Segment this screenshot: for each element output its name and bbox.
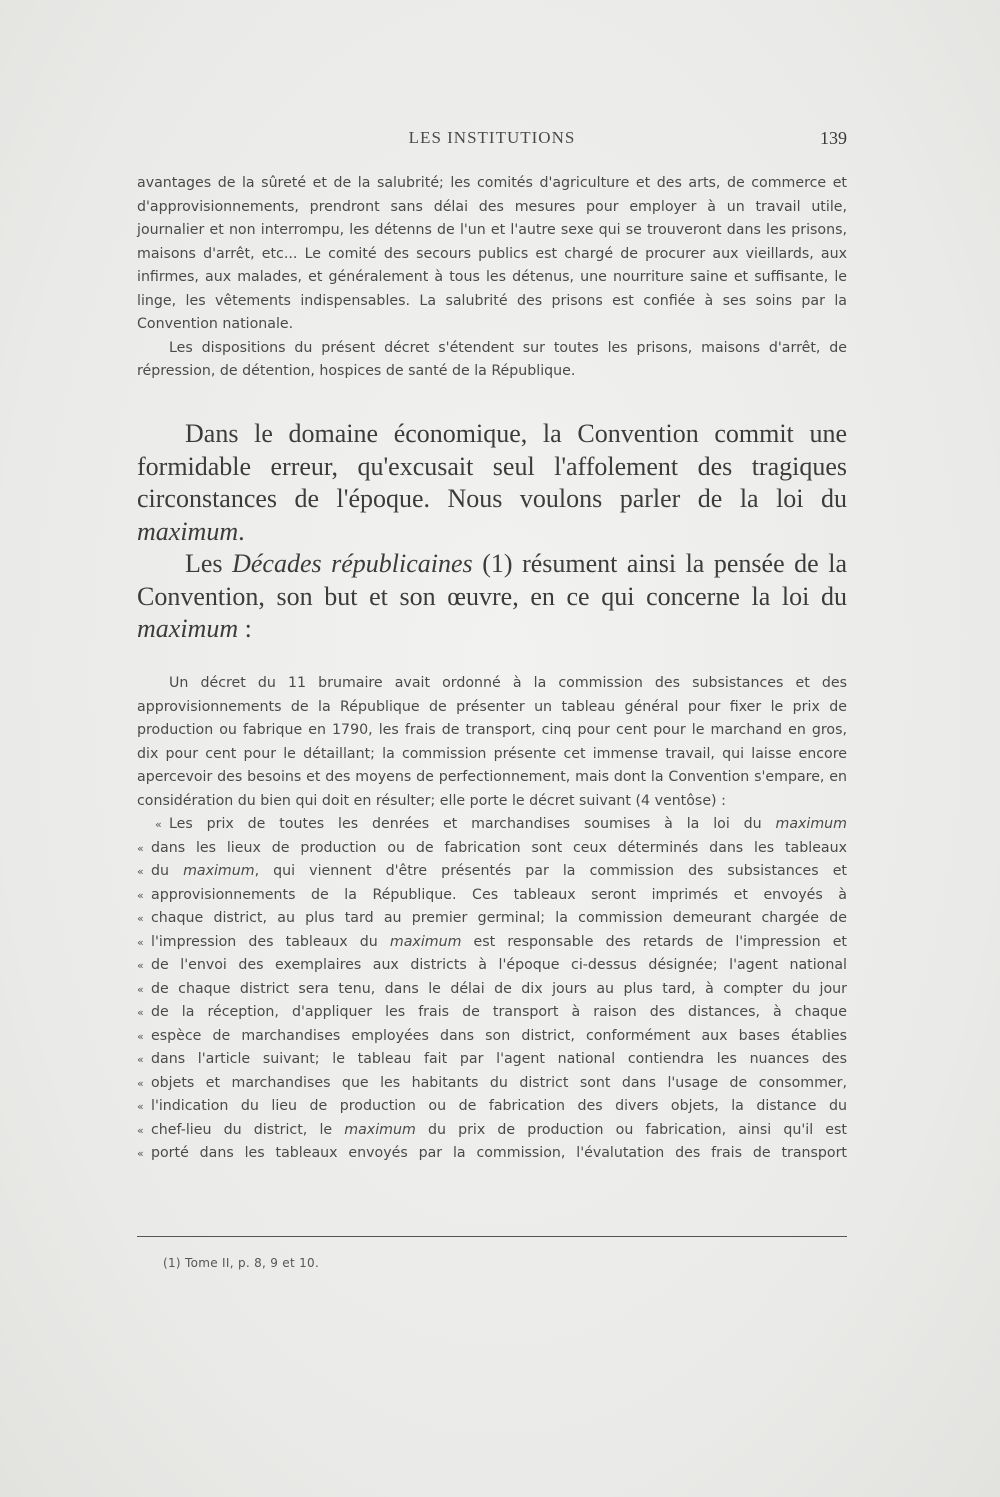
italic-term: maximum [137, 614, 239, 643]
quote-mark: « [137, 865, 144, 878]
quote-line [137, 978, 847, 1002]
paragraph [137, 418, 847, 548]
quote-line [137, 1025, 847, 1049]
quote-line [137, 907, 847, 931]
quote-line [137, 813, 847, 837]
text-run: objets et marchandises que les habitants du district sont dans l'usage de consommer, [151, 1074, 847, 1091]
quote-mark: « [155, 818, 162, 831]
italic-term: maximum [183, 863, 255, 879]
quote-line [137, 884, 847, 908]
italic-term: maximum [344, 1121, 416, 1138]
quote-mark: « [137, 1053, 144, 1066]
italic-term: maximum [389, 933, 462, 950]
quote-mark: « [137, 888, 144, 902]
text-run: est responsable des retards de l'impression et [461, 933, 847, 950]
quote-mark: « [137, 912, 144, 925]
paragraph [137, 548, 847, 646]
footnote-rule [137, 1236, 847, 1237]
paragraph: avantages de la sûreté et de la salubrité; les comités d'agriculture et des arts, de commerce et d'approvisionnements, prendront sans délai des mesures pour employer à un travail utile, journalier et non interrompu, les détenns de l'un et l'autre sexe qui se trouveront dans les prisons, maisons d'arrêt, etc... Le comité des secours publics est chargé de procurer aux vieillards, aux infirmes, aux malades, et généralement à tous les détenus, une nourriture saine et suffisante, le linge, les vêtements indispensables. La salubrité des prisons est confiée à ses soins par la Convention nationale. [137, 175, 847, 332]
paragraph: Les dispositions du présent décret s'étendent sur toutes les prisons, maisons d'arrêt, de répression, de détention, hospices de santé de la République. [137, 339, 847, 379]
quote-mark: « [137, 1147, 144, 1160]
page-number: 139 [820, 128, 847, 148]
decades-quotation [137, 672, 847, 1166]
quote-line [137, 931, 847, 955]
text-run: chaque district, au plus tard au premier germinal; la commission demeurant chargée de [151, 910, 847, 926]
text-run: Les [185, 549, 233, 578]
quote-line [137, 954, 847, 978]
text-run: , qui viennent d'être présentés par la commission des subsistances et [254, 863, 847, 879]
text-run: du prix de production ou fabrication, ainsi qu'il est [415, 1121, 847, 1138]
text-run: : [238, 614, 252, 643]
text-run: Les prix de toutes les denrées et marchandises soumises à la loi du [169, 816, 776, 832]
italic-term: maximum [137, 516, 239, 546]
text-run: (1) résument ainsi la pensée de la Convention, son but et son œuvre, en ce qui concerne la loi du [137, 549, 848, 611]
text-run: de l'envoi des exemplaires aux districts à l'époque ci-dessus désignée; l'agent national [151, 957, 847, 973]
main-text [137, 418, 847, 646]
quote-mark: « [137, 1100, 144, 1113]
quote-mark: « [137, 935, 144, 949]
quote-mark: « [137, 1123, 144, 1137]
quote-mark: « [137, 982, 144, 996]
text-run: espèce de marchandises employées dans son district, conformément aux bases établies [151, 1027, 847, 1044]
running-title: LES INSTITUTIONS [408, 128, 576, 147]
text-run: Dans le domaine économique, la Convention commit une formidable erreur, qu'excusait seul l'affolement des tragiques circonstances de l'époque. Nous voulons parler de la loi du [137, 419, 847, 513]
text-run: de chaque district sera tenu, dans le délai de dix jours au plus tard, à compter du jour [151, 980, 847, 997]
quote-line [137, 1072, 847, 1096]
text-run: du [151, 863, 184, 879]
text-run: dans l'article suivant; le tableau fait par l'agent national contiendra les nuances des [151, 1051, 847, 1067]
quote-line [137, 1142, 847, 1166]
quote-line [137, 837, 847, 861]
text-run: dans les lieux de production ou de fabrication sont ceux déterminés dans les tableaux [151, 839, 847, 856]
footnote: (1) Tome II, p. 8, 9 et 10. [163, 1256, 320, 1270]
quote-mark: « [137, 841, 144, 855]
text-run: l'indication du lieu de production ou de fabrication des divers objets, la distance du [151, 1098, 847, 1114]
text-run: porté dans les tableaux envoyés par la commission, l'évalutation des frais de transport [151, 1145, 847, 1161]
quote-mark: « [137, 1006, 144, 1019]
text-run: approvisionnements de la République. Ces tableaux seront imprimés et envoyés à [151, 886, 847, 903]
quote-line [137, 1119, 847, 1143]
prison-decree-text [137, 172, 847, 384]
italic-term: maximum [775, 816, 847, 832]
quote-line [137, 860, 847, 884]
paragraph: Un décret du 11 brumaire avait ordonné à la commission des subsistances et des approvisionnements de la République de présenter un tableau général pour fixer le prix de production ou fabrique en 1790, les frais de transport, cinq pour cent pour le marchand en gros, dix pour cent pour le détaillant; la commission présente cet immense travail, qui laisse encore apercevoir des besoins et des moyens de perfectionnement, mais dont la Convention s'empare, en considération du bien qui doit en résulter; elle porte le décret suivant (4 ventôse) : [137, 675, 847, 809]
text-run: l'impression des tableaux du [151, 933, 390, 950]
text-run: chef-lieu du district, le [151, 1121, 345, 1138]
text-run: . [238, 516, 245, 546]
quote-line [137, 1001, 847, 1025]
quote-mark: « [137, 1076, 144, 1090]
quote-mark: « [137, 1029, 144, 1043]
quote-mark: « [137, 959, 144, 972]
quote-line [137, 1095, 847, 1119]
quote-line [137, 1048, 847, 1072]
italic-title: Décades républicaines [232, 549, 473, 578]
text-run: de la réception, d'appliquer les frais de transport à raison des distances, à chaque [151, 1004, 847, 1020]
decree-quote [137, 813, 847, 1166]
page-header [137, 128, 847, 158]
